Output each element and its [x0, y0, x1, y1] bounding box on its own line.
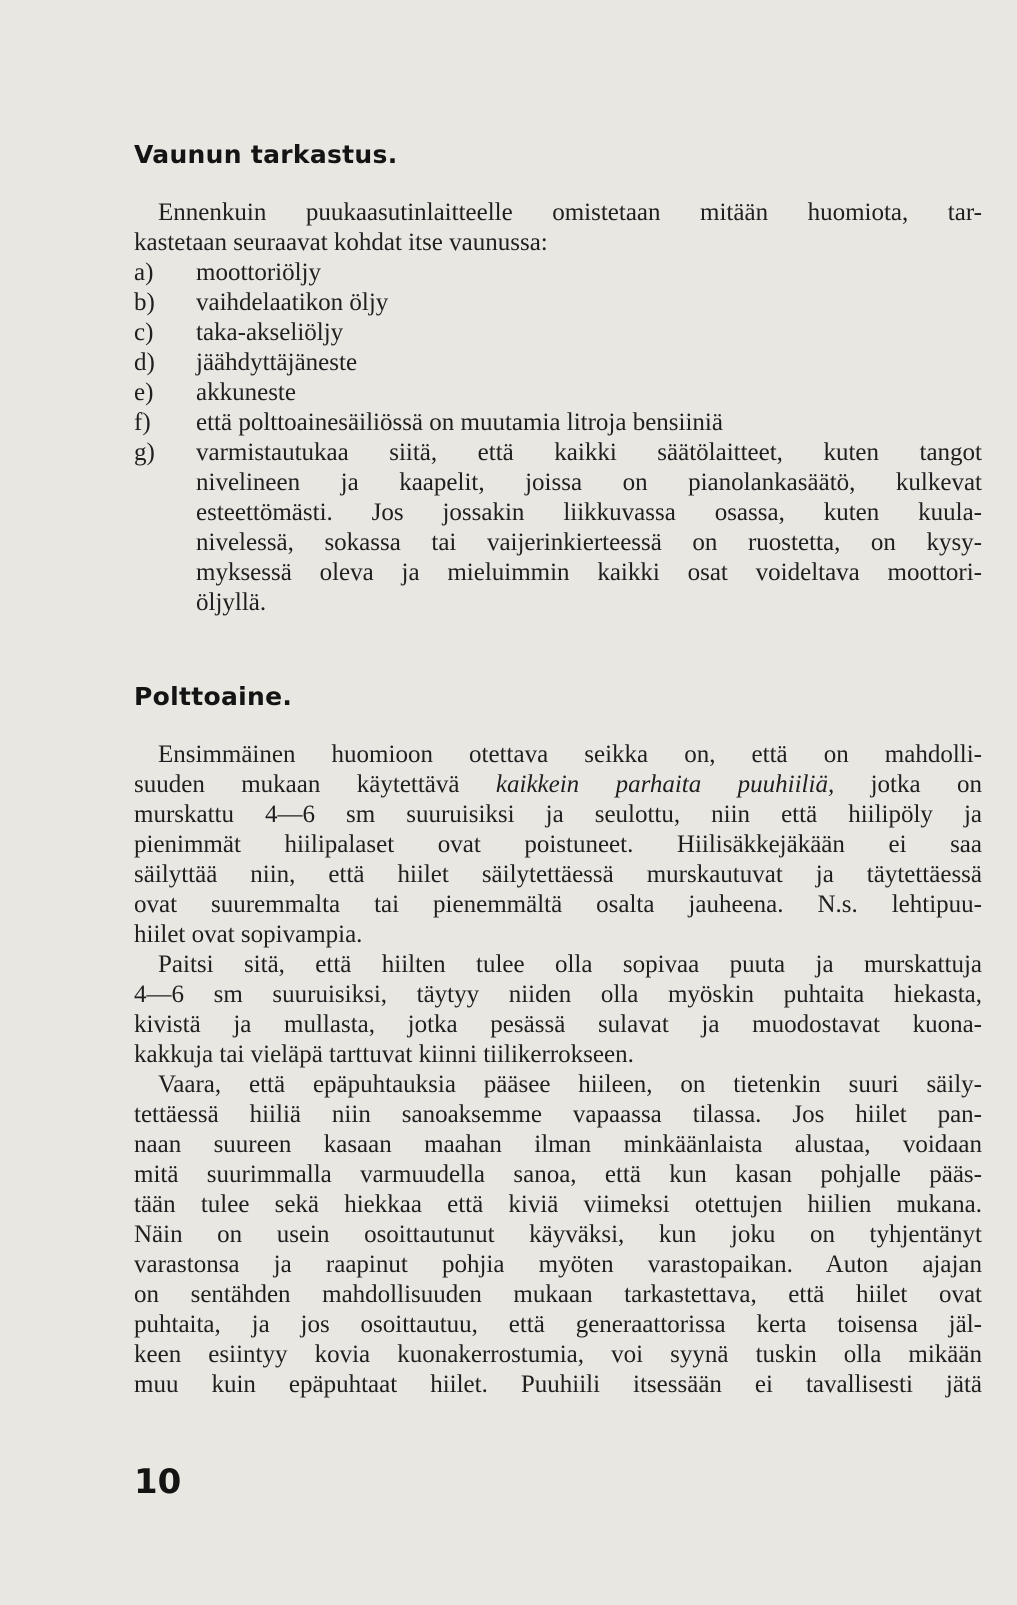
text-line: Paitsi sitä, että hiilten tulee olla sopivaa puuta ja murskattuja — [158, 951, 982, 978]
list-item-continuation: esteettömästi. Jos jossakin liikkuvassa osassa, kuten kuula- — [196, 499, 982, 526]
text-line: keen esiintyy kovia kuonakerrostumia, voi syynä tuskin olla mikään — [134, 1341, 982, 1368]
list-item — [134, 348, 982, 378]
list-marker: c) — [134, 319, 154, 346]
list-marker: g) — [134, 439, 155, 466]
text-line: naan suureen kasaan maahan ilman minkäänlaista alustaa, voidaan — [134, 1131, 982, 1158]
list-marker: a) — [134, 259, 154, 286]
section-heading-vaunun-tarkastus: Vaunun tarkastus. — [134, 140, 398, 169]
text-line — [134, 770, 982, 800]
section1-body — [134, 198, 982, 618]
text-line: varastonsa ja raapinut pohjia myöten varastopaikan. Auton ajajan — [134, 1251, 982, 1278]
list-item-text: varmistautukaa siitä, että kaikki säätölaitteet, kuten tangot — [196, 439, 982, 466]
text-line: Vaara, että epäpuhtauksia pääsee hiileen, on tietenkin suuri säily- — [158, 1071, 982, 1098]
list-item — [134, 258, 982, 288]
list-item — [134, 438, 982, 468]
emphasis-text: kaikkein parhaita puuhiiliä, — [495, 771, 835, 798]
text-line: puhtaita, ja jos osoittautuu, että generaattorissa kerta toisensa jäl- — [134, 1311, 982, 1338]
text-line: kakkuja tai vieläpä tarttuvat kiinni tiilikerrokseen. — [134, 1041, 634, 1068]
list-item-text: että polttoainesäiliössä on muutamia litroja bensiiniä — [196, 409, 723, 436]
list-item-continuation: myksessä oleva ja mieluimmin kaikki osat voideltava moottori- — [196, 559, 982, 586]
list-item-text: moottoriöljy — [196, 259, 321, 286]
list-item — [134, 318, 982, 348]
list-item-text: jäähdyttäjäneste — [196, 349, 358, 376]
page-number: 10 — [134, 1462, 182, 1502]
text-line: murskattu 4—6 sm suuruisiksi ja seulottu, niin että hiilipöly ja — [134, 801, 982, 828]
text-run: suuden mukaan käytettävä — [134, 771, 496, 798]
text-line: 4—6 sm suuruisiksi, täytyy niiden olla myöskin puhtaita hiekasta, — [134, 981, 982, 1008]
text-line: muu kuin epäpuhtaat hiilet. Puuhiili itsessään ei tavallisesti jätä — [134, 1371, 982, 1398]
section2-body — [134, 740, 982, 1400]
text-line: kastetaan seuraavat kohdat itse vaunussa: — [134, 229, 548, 256]
list-marker: d) — [134, 349, 155, 376]
list-item — [134, 288, 982, 318]
text-line: Ennenkuin puukaasutinlaitteelle omistetaan mitään huomiota, tar- — [158, 199, 982, 226]
list-item-text: vaihdelaatikon öljy — [196, 289, 389, 316]
text-line: Ensimmäinen huomioon otettava seikka on, että on mahdolli- — [158, 741, 982, 768]
text-line: tään tulee sekä hiekkaa että kiviä viimeksi otettujen hiilien mukana. — [134, 1191, 982, 1218]
text-line: säilyttää niin, että hiilet säilytettäessä murskautuvat ja täytettäessä — [134, 861, 982, 888]
text-line: hiilet ovat sopivampia. — [134, 921, 363, 948]
section-heading-polttoaine: Polttoaine. — [134, 682, 293, 711]
list-item-continuation: öljyllä. — [196, 589, 267, 616]
list-item-continuation: nivelineen ja kaapelit, joissa on pianolankasäätö, kulkevat — [196, 469, 982, 496]
text-line: kivistä ja mullasta, jotka pesässä sulavat ja muodostavat kuona- — [134, 1011, 982, 1038]
list-marker: f) — [134, 409, 151, 436]
text-line: mitä suurimmalla varmuudella sanoa, että kun kasan pohjalle pääs- — [134, 1161, 982, 1188]
text-line: Näin on usein osoittautunut käyväksi, kun joku on tyhjentänyt — [134, 1221, 982, 1248]
list-item — [134, 378, 982, 408]
list-marker: b) — [134, 289, 155, 316]
list-item-text: taka-akseliöljy — [196, 319, 344, 346]
text-line: ovat suuremmalta tai pienemmältä osalta jauheena. N.s. lehtipuu- — [134, 891, 982, 918]
list-marker: e) — [134, 379, 154, 406]
list-item-continuation: nivelessä, sokassa tai vaijerinkierteessä on ruostetta, on kysy- — [196, 529, 982, 556]
text-line: pienimmät hiilipalaset ovat poistuneet. Hiilisäkkejäkään ei saa — [134, 831, 982, 858]
list-item — [134, 408, 982, 438]
list-item-text: akkuneste — [196, 379, 296, 406]
text-run: jotka on — [834, 771, 982, 798]
text-line: tettäessä hiiliä niin sanoaksemme vapaassa tilassa. Jos hiilet pan- — [134, 1101, 982, 1128]
text-line: on sentähden mahdollisuuden mukaan tarkastettava, että hiilet ovat — [134, 1281, 982, 1308]
